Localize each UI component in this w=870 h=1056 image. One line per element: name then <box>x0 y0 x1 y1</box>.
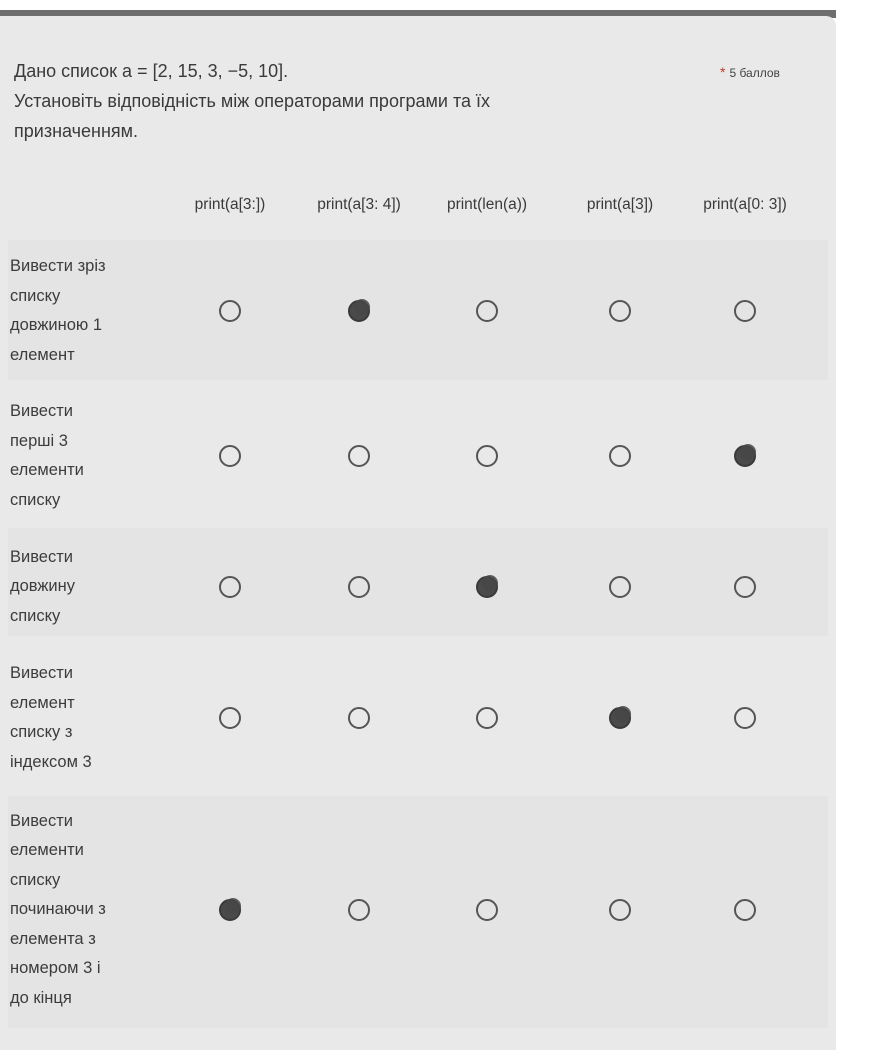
row-label-line: елемент <box>10 693 75 712</box>
row-label <box>10 807 160 1014</box>
row-label-line: списку <box>10 606 61 625</box>
radio-button[interactable] <box>609 899 631 921</box>
radio-button[interactable] <box>734 576 756 598</box>
points-text: 5 баллов <box>729 66 780 80</box>
radio-button[interactable] <box>734 899 756 921</box>
row-label-line: списку <box>10 286 61 305</box>
radio-button-selected[interactable] <box>348 300 370 322</box>
row-label-line: індексом 3 <box>10 752 92 771</box>
row-label-line: списку <box>10 490 61 509</box>
radio-button[interactable] <box>219 576 241 598</box>
row-label-line: номером 3 і <box>10 959 101 978</box>
radio-button[interactable] <box>348 707 370 729</box>
radio-button[interactable] <box>609 445 631 467</box>
points-label <box>720 64 780 80</box>
radio-button[interactable] <box>348 445 370 467</box>
row-label-line: до кінця <box>10 988 72 1007</box>
row-label <box>10 252 160 370</box>
radio-button[interactable] <box>219 707 241 729</box>
row-label-line: Вивести <box>10 402 74 420</box>
radio-button-selected[interactable] <box>734 445 756 467</box>
row-label-line: довжиною 1 <box>10 316 103 334</box>
radio-button-selected[interactable] <box>476 576 498 598</box>
radio-button[interactable] <box>609 300 631 322</box>
row-label-line: Вивести зріз <box>10 257 106 275</box>
radio-button[interactable] <box>476 707 498 729</box>
row-label-line: елементи <box>10 841 84 860</box>
radio-button[interactable] <box>348 576 370 598</box>
row-label-line: Вивести <box>10 547 74 566</box>
radio-button[interactable] <box>734 707 756 729</box>
radio-button[interactable] <box>476 899 498 921</box>
row-label-line: списку з <box>10 723 73 741</box>
row-label-line: Вивести <box>10 664 74 682</box>
column-header: print(a[3:]) <box>194 196 266 213</box>
row-label <box>10 543 160 632</box>
row-label-line: списку <box>10 870 61 889</box>
row-label-line: елементи <box>10 461 84 479</box>
radio-button-selected[interactable] <box>219 899 241 921</box>
row-label-line: елемент <box>10 345 75 364</box>
row-label-line: Вивести <box>10 811 74 830</box>
radio-button[interactable] <box>476 300 498 322</box>
row-label-line: починаючи з <box>10 900 106 919</box>
question-line: призначенням. <box>14 121 139 141</box>
radio-button[interactable] <box>219 445 241 467</box>
question-line: Дано список а = [2, 15, 3, −5, 10]. <box>14 61 289 81</box>
row-label-line: довжину <box>10 577 76 596</box>
column-header: print(a[3]) <box>586 196 654 213</box>
column-header: print(a[3: 4]) <box>317 196 401 213</box>
column-header: print(len(a)) <box>446 196 528 213</box>
row-label <box>10 659 160 777</box>
radio-button[interactable] <box>734 300 756 322</box>
row-label-line: перші 3 <box>10 431 68 450</box>
row-label-line: елемента з <box>10 929 96 948</box>
required-mark: * <box>720 64 726 80</box>
row-label <box>10 397 160 515</box>
column-header: print(a[0: 3]) <box>703 196 787 213</box>
question-line: Установіть відповідність між операторами програми та їх <box>14 91 491 111</box>
question-text <box>14 56 674 146</box>
radio-button[interactable] <box>609 576 631 598</box>
radio-button[interactable] <box>219 300 241 322</box>
radio-button-selected[interactable] <box>609 707 631 729</box>
radio-button[interactable] <box>476 445 498 467</box>
radio-button[interactable] <box>348 899 370 921</box>
